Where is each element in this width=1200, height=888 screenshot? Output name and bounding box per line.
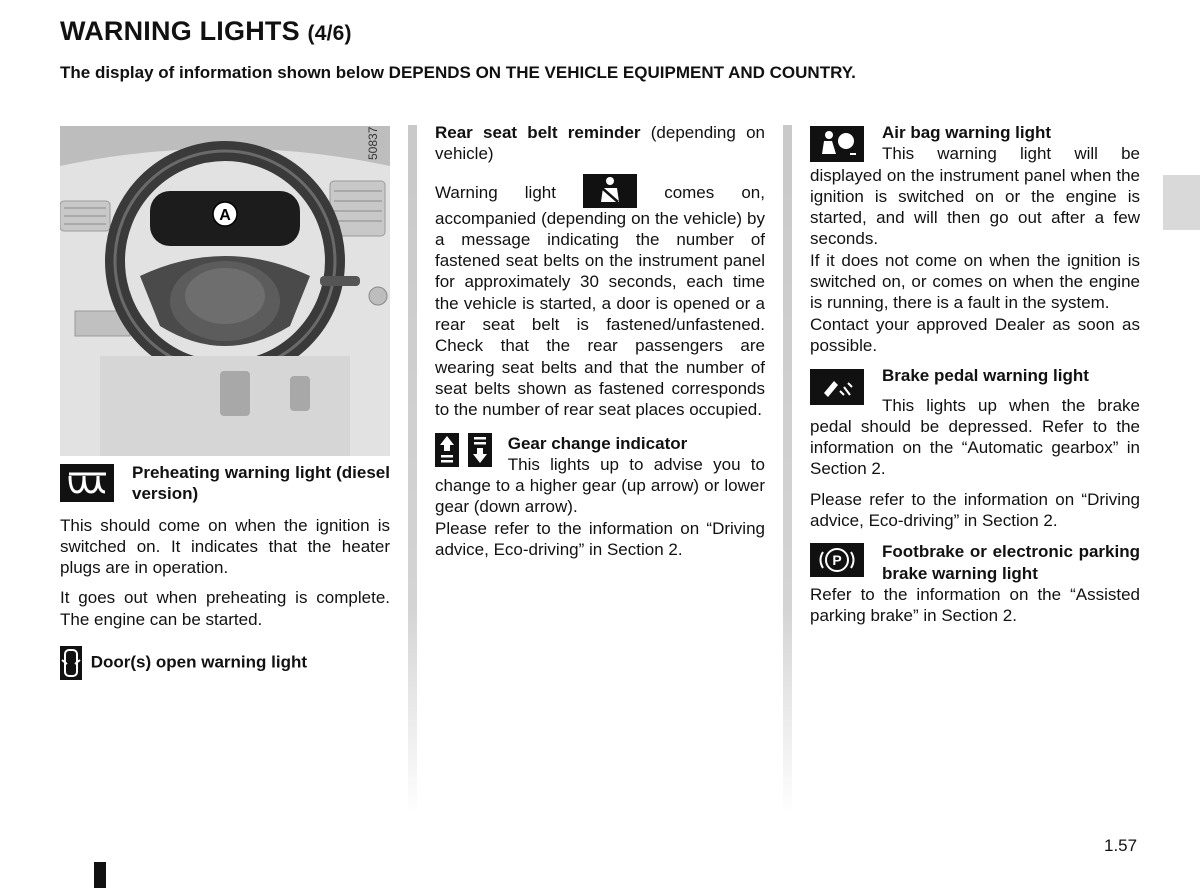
rear-belt-prefix: Warning light	[435, 182, 556, 202]
brake-pedal-text-2: Please refer to the information on “Driving advice, Eco-driving” in Section 2.	[810, 489, 1140, 531]
column-3	[810, 122, 1140, 627]
column-divider-1	[408, 125, 417, 815]
preheating-text-1: This should come on when the ignition is switched on. It indicates that the heater plugs are in operation.	[60, 515, 390, 578]
gear-text-1: This lights up to advise you to change to a higher gear (up arrow) or lower gear (down arrow).	[435, 454, 765, 517]
section-tab	[1163, 175, 1200, 230]
gear-up-arrow-icon	[435, 433, 459, 467]
door-open-icon	[60, 646, 82, 680]
seatbelt-icon	[583, 174, 637, 208]
page-title-suffix: (4/6)	[307, 22, 352, 45]
svg-text:P: P	[832, 552, 842, 569]
dashboard-illustration	[60, 126, 390, 456]
column-2	[435, 122, 765, 560]
column-divider-2	[783, 125, 792, 815]
airbag-title: Air bag warning light	[882, 123, 1052, 142]
figure-reference-text: 50837	[366, 126, 380, 160]
brake-pedal-icon	[810, 369, 864, 405]
figure-callout-label: A	[219, 207, 231, 224]
door-open-title: Door(s) open warning light	[90, 652, 307, 672]
brake-pedal-title: Brake pedal warning light	[882, 366, 1089, 386]
dashboard-photo	[60, 126, 390, 456]
rear-belt-title: Rear seat belt reminder	[435, 123, 641, 142]
rear-belt-text: comes on, accompanied (depending on the vehicle) by a message indicating the number of fastened seat belts on the instrument panel for approximately 30 seconds, each time the vehicle is started, a door is opened or a rear seat belt is fastened/unfastened. Check that the rear passengers are wearing seat belts and that the number of seat belts shown as fastened corresponds to the number of rear seat places occupied.	[435, 182, 765, 420]
preheating-coil-icon	[60, 464, 114, 502]
page-title-text: WARNING LIGHTS	[60, 16, 300, 46]
rear-belt-title-suffix: (depending on vehicle)	[435, 123, 765, 164]
airbag-icon	[810, 126, 864, 162]
brake-pedal-text-1: This lights up when the brake pedal should be depressed. Refer to the information on the “Automatic gearbox” in Section 2.	[810, 395, 1140, 479]
gear-down-arrow-icon	[468, 433, 492, 467]
parking-brake-icon	[810, 543, 864, 577]
airbag-text-1: This warning light will be displayed on the instrument panel when the ignition is switched on or the engine is started, and will then go out after a few seconds.	[810, 144, 1140, 249]
preheating-text-2: It goes out when preheating is complete. The engine can be started.	[60, 588, 390, 629]
parking-brake-title: Footbrake or electronic parking brake warning light	[882, 542, 1140, 583]
gear-text-2: Please refer to the information on “Driving advice, Eco-driving” in Section 2.	[435, 518, 765, 560]
airbag-text-3: Contact your approved Dealer as soon as possible.	[810, 314, 1140, 355]
page-subtitle: The display of information shown below DEPENDS ON THE VEHICLE EQUIPMENT AND COUNTRY.	[60, 63, 856, 82]
column-1	[60, 462, 390, 680]
gear-title: Gear change indicator	[507, 433, 688, 453]
corner-mark	[94, 862, 106, 888]
parking-brake-text: Refer to the information on the “Assisted parking brake” in Section 2.	[810, 584, 1140, 626]
figure-reference	[366, 126, 386, 170]
page-title	[60, 16, 352, 47]
gear-indicator-icons	[435, 433, 492, 467]
preheating-title: Preheating warning light (diesel version)	[132, 463, 390, 504]
page-number: 1.57	[1104, 836, 1138, 855]
airbag-text-2: If it does not come on when the ignition is switched on, or comes on when the engine is running, there is a fault in the system.	[810, 250, 1140, 313]
